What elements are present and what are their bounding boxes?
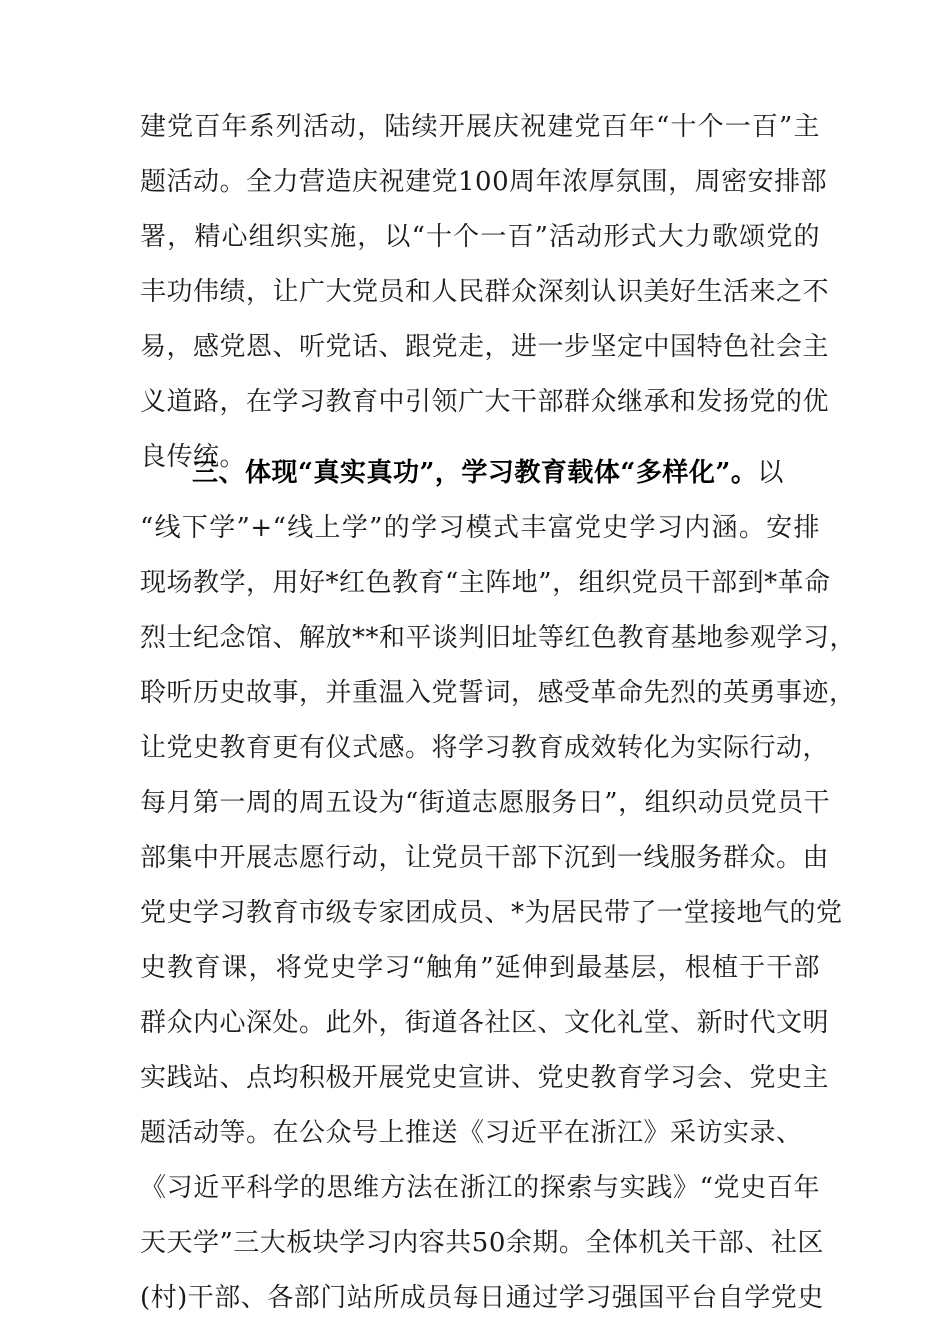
paragraph-line: 良传统。 (140, 442, 247, 472)
paragraph-line: 建党百年系列活动，陆续开展庆祝建党百年“十个一百”主 (140, 112, 820, 142)
paragraph-line: 部集中开展志愿行动，让党员干部下沉到一线服务群众。由 (140, 843, 830, 873)
paragraph-line: 现场教学，用好*红色教育“主阵地”，组织党员干部到*革命 (140, 568, 831, 598)
paragraph-line: 署，精心组织实施，以“十个一百”活动形式大力歌颂党的 (140, 222, 820, 252)
paragraph-line: 义道路，在学习教育中引领广大干部群众继承和发扬党的优 (140, 387, 830, 417)
section-heading: 三、体现“真实真功”，学习教育载体“多样化”。 (192, 458, 758, 488)
paragraph-line: 每月第一周的周五设为“街道志愿服务日”，组织动员党员干 (140, 788, 831, 818)
paragraph-celebration-activities (140, 100, 830, 485)
paragraph-line: (村)干部、各部门站所成员每日通过学习强国平台自学党史 (140, 1283, 824, 1313)
paragraph-line: 易，感党恩、听党话、跟党走，进一步坚定中国特色社会主 (140, 332, 830, 362)
paragraph-line: 题活动等。在公众号上推送《习近平在浙江》采访实录、 (140, 1118, 803, 1148)
paragraph-line: 烈士纪念馆、解放**和平谈判旧址等红色教育基地参观学习， (140, 623, 857, 653)
paragraph-line: “线下学”+“线上学”的学习模式丰富党史学习内涵。安排 (140, 513, 820, 543)
section-heading-continuation: 以 (757, 458, 784, 488)
paragraph-line: 让党史教育更有仪式感。将学习教育成效转化为实际行动， (140, 733, 830, 763)
paragraph-line: 天天学”三大板块学习内容共50余期。全体机关干部、社区 (140, 1228, 824, 1258)
paragraph-line: 《习近平科学的思维方法在浙江的探索与实践》“党史百年 (140, 1173, 820, 1203)
section-three (140, 446, 857, 1326)
paragraph-line: 实践站、点均积极开展党史宣讲、党史教育学习会、党史主 (140, 1063, 830, 1093)
section-heading-line (140, 446, 820, 501)
paragraph-line: 聆听历史故事，并重温入党誓词，感受革命先烈的英勇事迹， (140, 678, 856, 708)
paragraph-line: 群众内心深处。此外，街道各社区、文化礼堂、新时代文明 (140, 1008, 830, 1038)
paragraph-line: 丰功伟绩，让广大党员和人民群众深刻认识美好生活来之不 (140, 277, 830, 307)
paragraph-line: 史教育课，将党史学习“触角”延伸到最基层，根植于干部 (140, 953, 820, 983)
paragraph-line: 党史学习教育市级专家团成员、*为居民带了一堂接地气的党 (140, 898, 843, 928)
paragraph-line: 题活动。全力营造庆祝建党100周年浓厚氛围，周密安排部 (140, 167, 828, 197)
